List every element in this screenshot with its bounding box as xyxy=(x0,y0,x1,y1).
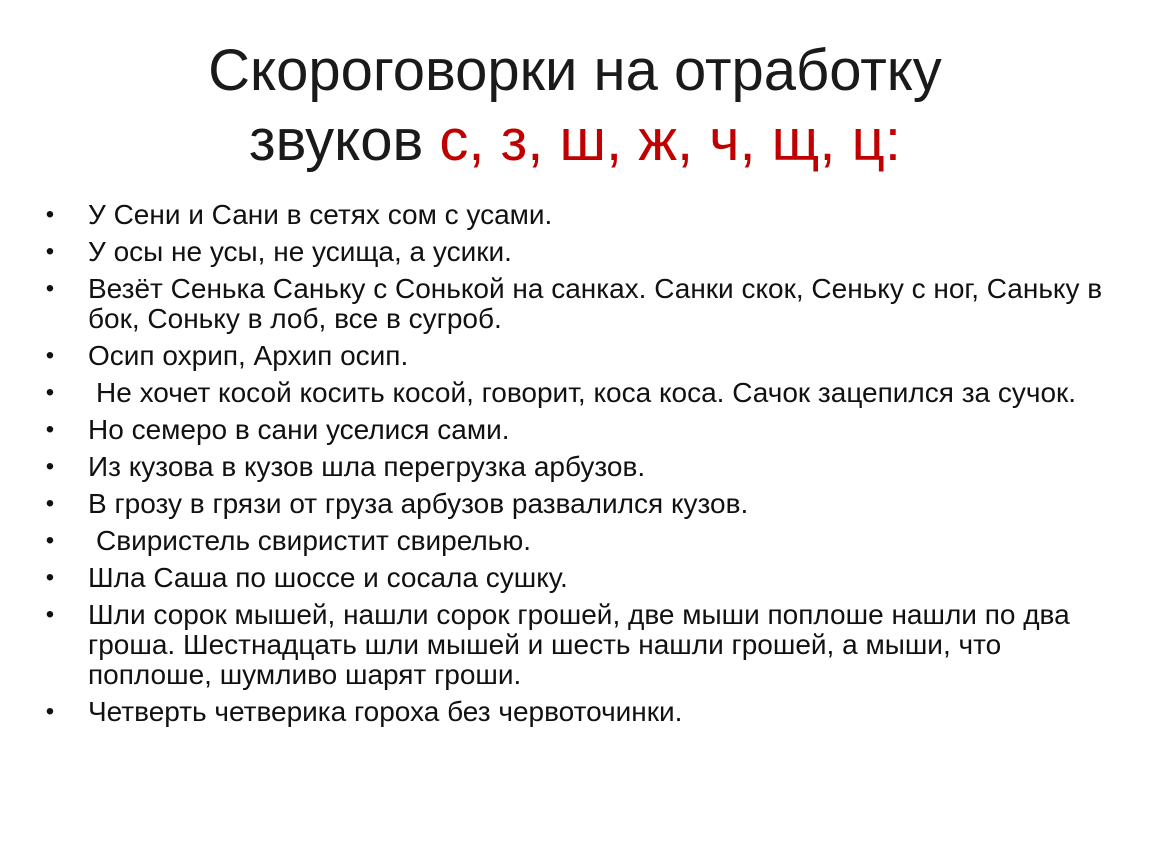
bullet-icon: • xyxy=(45,379,55,406)
list-item xyxy=(40,200,1120,230)
list-item-text: Четверть четверика гороха без червоточинки. xyxy=(88,696,683,727)
bullet-icon: • xyxy=(45,601,55,628)
title-line-1: Скороговорки на отработку xyxy=(208,38,942,103)
list-item-text: У Сени и Сани в сетях сом с усами. xyxy=(88,199,553,230)
list-item-text: Но семеро в сани уселися сами. xyxy=(88,414,510,445)
title-line-2 xyxy=(0,106,1150,176)
bullet-icon: • xyxy=(45,342,55,369)
list-item-text: Не хочет косой косить косой, говорит, коса коса. Сачок зацепился за сучок. xyxy=(96,377,1077,408)
bullet-icon: • xyxy=(45,275,55,302)
list-item xyxy=(40,274,1120,334)
list-item-text: Везёт Сенька Саньку с Сонькой на санках. Санки скок, Сеньку с ног, Саньку в бок, Соньку в лоб, все в сугроб. xyxy=(88,273,1103,334)
list-item xyxy=(40,489,1120,519)
list-item-text: Шли сорок мышей, нашли сорок грошей, две мыши поплоше нашли по два гроша. Шестнадцать шли мышей и шесть нашли грошей, а мыши, что поплоше, шумливо шарят гроши. xyxy=(88,599,1070,690)
title-sounds: с, з, ш, ж, ч, щ, ц: xyxy=(439,108,901,173)
list-item xyxy=(40,452,1120,482)
list-item xyxy=(40,341,1120,371)
list-item-text: Из кузова в кузов шла перегрузка арбузов. xyxy=(88,451,646,482)
list-item-text: В грозу в грязи от груза арбузов развалился кузов. xyxy=(88,488,749,519)
list-item xyxy=(40,600,1120,690)
bullet-icon: • xyxy=(45,564,55,591)
list-item-text: У осы не усы, не усища, а усики. xyxy=(88,236,512,267)
list-item xyxy=(40,563,1120,593)
tongue-twister-list xyxy=(40,200,1120,734)
bullet-icon: • xyxy=(45,201,55,228)
list-item-text: Свиристель свиристит свирелью. xyxy=(96,525,532,556)
bullet-icon: • xyxy=(45,490,55,517)
bullet-icon: • xyxy=(45,416,55,443)
list-item xyxy=(40,415,1120,445)
list-item-text: Шла Саша по шоссе и сосала сушку. xyxy=(88,562,568,593)
bullet-icon: • xyxy=(45,238,55,265)
slide-title xyxy=(0,36,1150,176)
bullet-icon: • xyxy=(45,453,55,480)
bullet-icon: • xyxy=(45,527,55,554)
title-prefix: звуков xyxy=(249,108,424,173)
list-item xyxy=(40,237,1120,267)
list-item xyxy=(40,378,1120,408)
list-item xyxy=(40,526,1120,556)
list-item xyxy=(40,697,1120,727)
list-item-text: Осип охрип, Архип осип. xyxy=(88,340,409,371)
bullet-icon: • xyxy=(45,698,55,725)
